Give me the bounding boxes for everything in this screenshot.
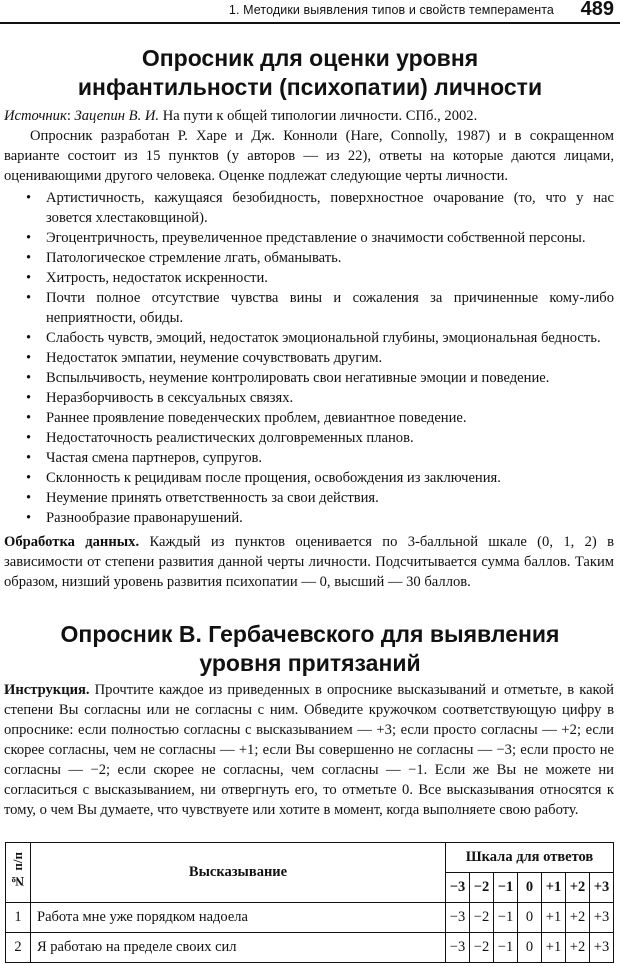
bullet-icon: •: [26, 430, 32, 446]
bullet-icon: •: [26, 450, 32, 466]
list-item: • Недостаточность реалистических долговременных планов.: [26, 430, 414, 446]
questionnaire-table: [5, 842, 614, 963]
source-line: Источник: Зацепин В. И. На пути к общей типологии личности. СПб., 2002.: [4, 108, 478, 124]
column-header-statement: Высказывание: [31, 843, 446, 903]
instruction-text: Прочтите каждое из приведенных в опроснике высказываний и отметьте, в какой степени Вы согласны или не согласны с ним. Обведите кружочком соответствующую цифру в опроснике: если полностью согласны с высказыванием — +3; если просто согласны — +2; если скорее согласны, чем не согласны — +1; если Вы совершенно не согласны — −3; если просто не согласны — −2; если скорее не согласны, чем согласны — −1. Если же Вы не можете ни согласиться с высказыванием, ни отвергнуть его, то отметьте 0. Все высказывания относятся к тому, о чем Вы думаете, что чувствуете или хотите в момент, когда выполняете свою работу.: [4, 682, 614, 818]
page-number: 489: [580, 0, 614, 20]
section1-body: [4, 106, 614, 592]
bullet-icon: •: [26, 330, 32, 346]
scale-option[interactable]: −2: [470, 903, 494, 933]
list-item: • Частая смена партнеров, супругов.: [26, 450, 263, 466]
section2-body: [4, 680, 614, 820]
scale-option[interactable]: +3: [590, 933, 614, 963]
list-item: • Артистичность, кажущаяся безобидность, поверхностное очарование (то, что у нас зовется хлестаковщиной).: [26, 190, 614, 226]
column-header-number: № п/п: [6, 843, 31, 903]
section1-title-line2: инфантильности (психопатии) личности: [77, 74, 543, 100]
list-item: • Раннее проявление поведенческих проблем, девиантное поведение.: [26, 410, 467, 426]
section2-title: [20, 620, 600, 678]
running-title: 1. Методики выявления типов и свойств темперамента: [228, 3, 554, 17]
bullet-icon: •: [26, 350, 32, 366]
bullet-icon: •: [26, 390, 32, 406]
scale-header: −2: [470, 873, 494, 903]
list-item: • Патологическое стремление лгать, обманывать.: [26, 250, 342, 266]
scale-header: +2: [566, 873, 590, 903]
bullet-icon: •: [26, 490, 32, 506]
bullet-icon: •: [26, 410, 32, 426]
list-item: • Склонность к рецидивам после прощения, освобождения из заключения.: [26, 470, 501, 486]
scale-option[interactable]: +1: [542, 903, 566, 933]
list-item: • Хитрость, недостаток искренности.: [26, 270, 268, 286]
scale-option[interactable]: 0: [518, 903, 542, 933]
instruction-label: Инструкция.: [4, 682, 90, 698]
scale-header: −1: [494, 873, 518, 903]
bullet-icon: •: [26, 470, 32, 486]
bullet-icon: •: [26, 250, 32, 266]
list-item: • Неразборчивость в сексуальных связях.: [26, 390, 294, 406]
section2-title-line2: уровня притязаний: [199, 650, 421, 676]
bullet-icon: •: [26, 290, 32, 306]
processing-paragraph: [4, 532, 614, 592]
intro-paragraph: Опросник разработан Р. Харе и Дж. Конноли (Hare, Connolly, 1987) и в сокращенном варианте состоит из 15 пунктов (у авторов — из 22), ответы на которые даются лицами, оценивающими другого человека. Оценке подлежат следующие черты личности.: [4, 128, 614, 184]
scale-option[interactable]: −2: [470, 933, 494, 963]
scale-header: −3: [446, 873, 470, 903]
processing-text: Каждый из пунктов оценивается по 3-балльной шкале (0, 1, 2) в зависимости от степени развития данной черты личности. Подсчитывается сумма баллов. Таким образом, низший уровень развития психопатии — 0, высший — 30 баллов.: [4, 534, 614, 590]
list-item: • Недостаток эмпатии, неумение сочувствовать другим.: [26, 350, 383, 366]
scale-option[interactable]: −1: [494, 903, 518, 933]
row-number: 1: [6, 903, 31, 933]
traits-list: [4, 188, 614, 528]
scale-option[interactable]: +2: [566, 903, 590, 933]
section1-title-line1: Опросник для оценки уровня: [141, 45, 479, 71]
row-number: 2: [6, 933, 31, 963]
table-row: [6, 903, 614, 933]
scale-option[interactable]: +3: [590, 903, 614, 933]
scale-option[interactable]: −3: [446, 933, 470, 963]
scale-option[interactable]: −1: [494, 933, 518, 963]
section2-title-line1: Опросник В. Гербачевского для выявления: [60, 621, 560, 647]
instruction-paragraph: [4, 680, 614, 820]
list-item: • Неумение принять ответственность за свои действия.: [26, 490, 379, 506]
row-statement: Я работаю на пределе своих сил: [31, 933, 446, 963]
list-item: • Вспыльчивость, неумение контролировать свои негативные эмоции и поведение.: [26, 370, 550, 386]
table-row: [6, 933, 614, 963]
processing-label: Обработка данных.: [4, 534, 140, 550]
list-item: • Эгоцентричность, преувеличенное представление о значимости собственной персоны.: [26, 230, 586, 246]
scale-header: +1: [542, 873, 566, 903]
column-header-scale: Шкала для ответов: [446, 843, 614, 873]
bullet-icon: •: [26, 230, 32, 246]
scale-option[interactable]: −3: [446, 903, 470, 933]
scale-option[interactable]: +1: [542, 933, 566, 963]
bullet-icon: •: [26, 510, 32, 526]
list-item: • Разнообразие правонарушений.: [26, 510, 243, 526]
bullet-icon: •: [26, 370, 32, 386]
row-statement: Работа мне уже порядком надоела: [31, 903, 446, 933]
source-author: Зацепин В. И.: [74, 108, 160, 124]
scale-option[interactable]: 0: [518, 933, 542, 963]
scale-header: +3: [590, 873, 614, 903]
section1-title: [30, 44, 590, 102]
list-item: • Слабость чувств, эмоций, недостаток эмоциональной глубины, эмоциональная бедность.: [26, 330, 601, 346]
bullet-icon: •: [26, 270, 32, 286]
scale-option[interactable]: +2: [566, 933, 590, 963]
source-label: Источник: [4, 108, 67, 124]
list-item: • Почти полное отсутствие чувства вины и сожаления за причиненные кому-либо неприятности, обиды.: [26, 290, 614, 326]
scale-header: 0: [518, 873, 542, 903]
running-head: [0, 0, 620, 24]
bullet-icon: •: [26, 190, 32, 206]
source-text: На пути к общей типологии личности. СПб., 2002.: [162, 108, 478, 124]
table-header-row: [6, 843, 614, 873]
